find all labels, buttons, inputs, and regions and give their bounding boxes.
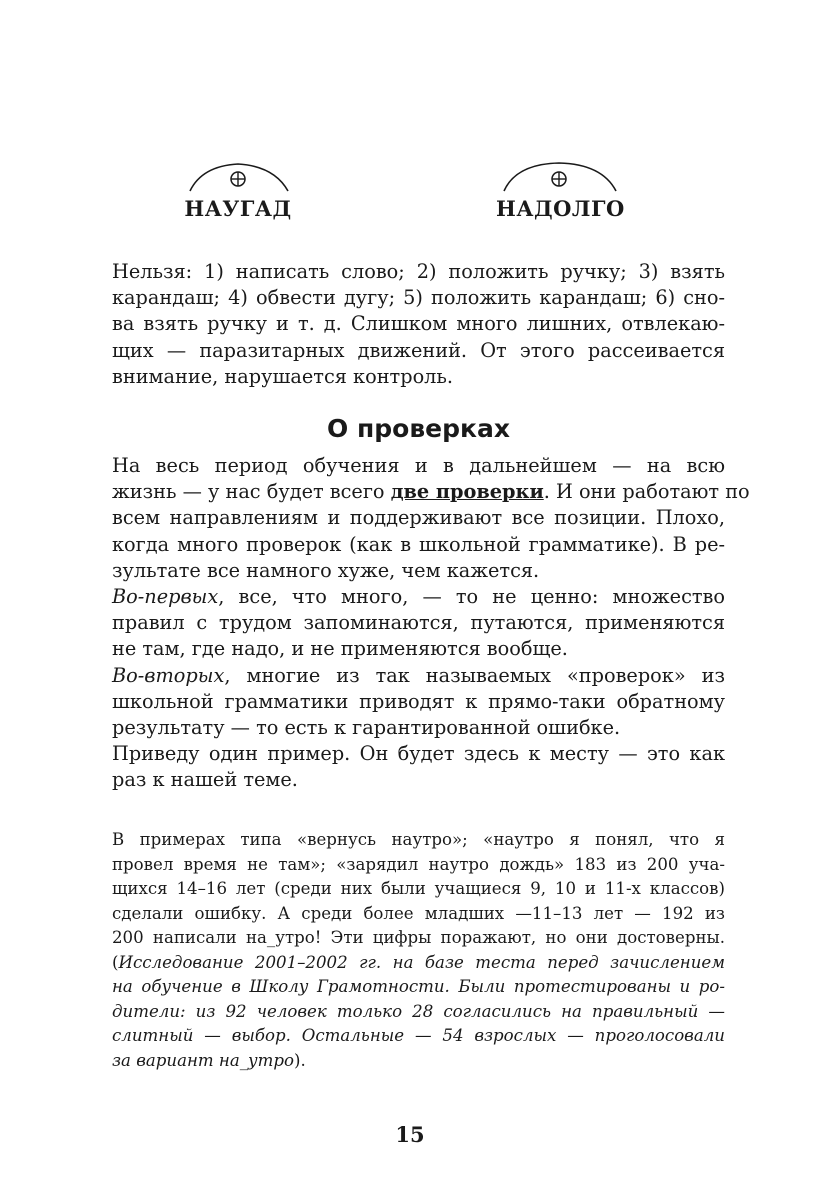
text-line: за вариант на_утро). bbox=[112, 1050, 306, 1070]
text-line: жизнь — у нас будет всего две проверки. И они работают по bbox=[112, 480, 750, 504]
emphasis: Во-первых bbox=[112, 585, 219, 609]
text-line: В примерах типа «вернусь наутро»; «наутро я понял, что я bbox=[112, 830, 725, 849]
text-line: когда много проверок (как в школьной грамматике). В ре- bbox=[112, 532, 725, 556]
text-line: щих — паразитарных движений. От этого рассеивается bbox=[112, 338, 725, 362]
intro-paragraph bbox=[112, 259, 725, 390]
text-line: На весь период обучения и в дальнейшем — на всю bbox=[112, 454, 725, 477]
text-line: щихся 14–16 лет (среди них были учащиеся 9, 10 и 11-х классов) bbox=[112, 879, 725, 898]
text-line: школьной грамматики приводят к прямо-таки обратному bbox=[112, 689, 725, 713]
text-line: дители: из 92 человек только 28 согласились на правильный — bbox=[112, 1001, 725, 1021]
text-line: раз к нашей теме. bbox=[112, 768, 298, 792]
example-word-text: НАУГАД bbox=[184, 196, 292, 221]
example-word-1 bbox=[182, 158, 294, 221]
arc-mark-icon bbox=[496, 158, 622, 194]
section-title: О проверках bbox=[327, 414, 510, 443]
example-word-text: НАДОЛГО bbox=[496, 196, 625, 221]
example-word-2 bbox=[496, 158, 625, 221]
emphasis: Во-вторых bbox=[112, 663, 225, 687]
text-line: Во-вторых, многие из так называемых «проверок» из bbox=[112, 663, 725, 687]
text-line: (Исследование 2001–2002 гг. на базе теста перед зачислением bbox=[112, 952, 725, 972]
text-line: на обучение в Школу Грамотности. Были протестированы и ро- bbox=[112, 977, 725, 996]
text-line: зультате все намного хуже, чем кажется. bbox=[112, 558, 540, 582]
text-line: Нельзя: 1) написать слово; 2) положить ручку; 3) взять bbox=[112, 260, 725, 283]
text-line: всем направлениям и поддерживают все позиции. Плохо, bbox=[112, 506, 725, 530]
text-line: ва взять ручку и т. д. Слишком много лишних, отвлекаю- bbox=[112, 312, 725, 336]
emphasis: две проверки bbox=[390, 480, 544, 504]
text-line: карандаш; 4) обвести дугу; 5) положить карандаш; 6) сно- bbox=[112, 286, 725, 310]
text-line: правил с трудом запоминаются, путаются, применяются bbox=[112, 611, 725, 635]
text-line: Приведу один пример. Он будет здесь к месту — это как bbox=[112, 742, 725, 766]
text-line: Во-первых, все, что много, — то не ценно: множество bbox=[112, 585, 725, 609]
text-line: сделали ошибку. А среди более младших —11–13 лет — 192 из bbox=[112, 903, 725, 923]
text-line: слитный — выбор. Остальные — 54 взрослых — проголосовали bbox=[112, 1026, 725, 1045]
text-line: 200 написали на_утро! Эти цифры поражают, но они достоверны. bbox=[112, 928, 725, 947]
page-number: 15 bbox=[395, 1122, 425, 1147]
text-line: результату — то есть к гарантированной ошибке. bbox=[112, 716, 621, 740]
text-line: не там, где надо, и не применяются вообще. bbox=[112, 637, 568, 661]
section-body bbox=[112, 453, 750, 794]
footnote-block bbox=[112, 828, 725, 1073]
text-line: провел время не там»; «зарядил наутро дождь» 183 из 200 уча- bbox=[112, 854, 725, 874]
arc-mark-icon bbox=[182, 158, 294, 194]
text-line: внимание, нарушается контроль. bbox=[112, 364, 454, 388]
